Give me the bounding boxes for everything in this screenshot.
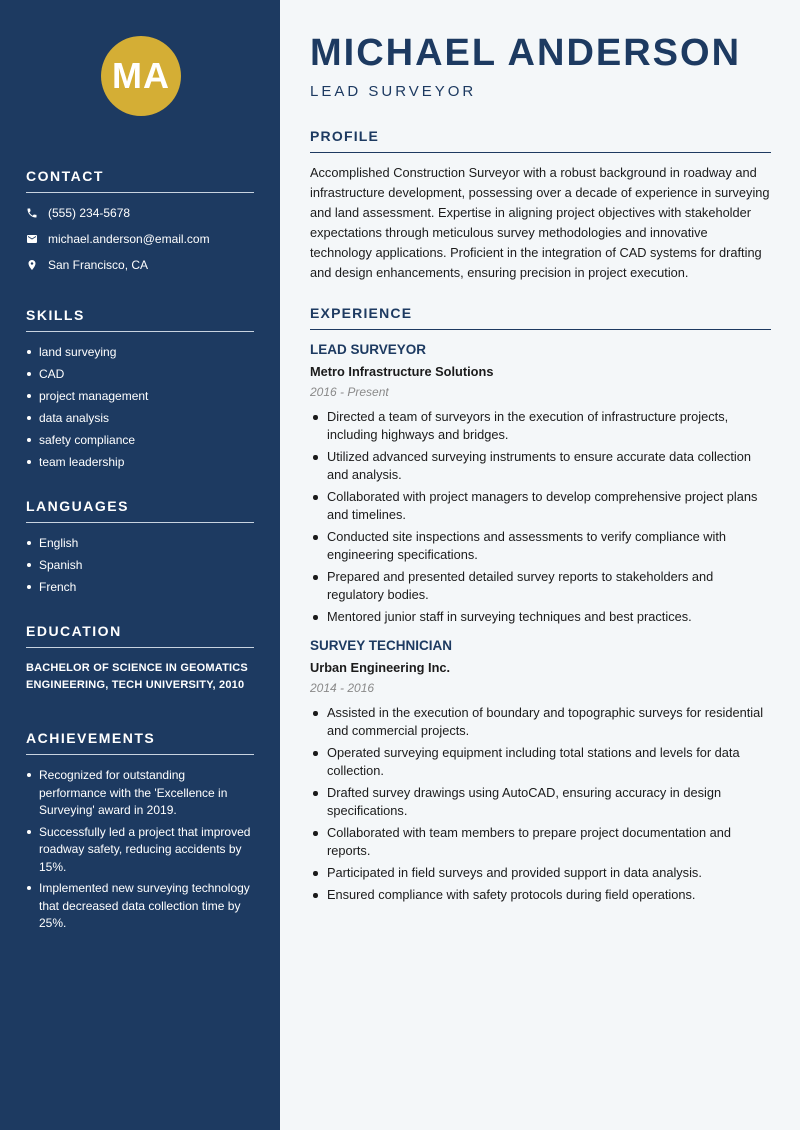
job-bullet: Prepared and presented detailed survey reports to stakeholders and regulatory bodies. [310,568,771,604]
job-entry [310,636,771,904]
job-title: LEAD SURVEYOR [310,342,427,357]
job-dates: 2014 - 2016 [310,681,375,695]
job-company: Metro Infrastructure Solutions [310,364,494,379]
skill-item: team leadership [26,454,254,470]
skill-item: land surveying [26,344,254,360]
job-bullet: Utilized advanced surveying instruments to ensure accurate data collection and analysis. [310,448,771,484]
experience-section [310,305,771,904]
job-bullet: Mentored junior staff in surveying techniques and best practices. [310,608,771,626]
profile-section [310,128,771,283]
main-content [280,0,800,1130]
job-bullets [310,704,771,904]
contact-email [26,231,254,247]
skill-item: CAD [26,366,254,382]
contact-heading: CONTACT [26,168,254,193]
education-section [26,623,254,694]
skills-section [26,307,254,470]
job-entry [310,340,771,626]
achievements-heading: ACHIEVEMENTS [26,730,254,755]
skills-heading: SKILLS [26,307,254,332]
languages-list [26,535,254,595]
job-bullets [310,408,771,626]
education-degree: BACHELOR OF SCIENCE IN GEOMATICS ENGINEERING, TECH UNIVERSITY, 2010 [26,662,248,691]
achievements-list [26,767,254,933]
job-bullet: Assisted in the execution of boundary and topographic surveys for residential and commercial projects. [310,704,771,740]
language-item: Spanish [26,557,254,573]
languages-heading: LANGUAGES [26,498,254,523]
contact-location-text: San Francisco, CA [48,258,149,272]
contact-phone [26,205,254,221]
achievement-item: Implemented new surveying technology that decreased data collection time by 25%. [26,880,254,933]
phone-icon [26,207,38,219]
avatar [101,36,181,116]
skills-list [26,344,254,470]
achievement-item: Recognized for outstanding performance with the 'Excellence in Surveying' award in 2019. [26,767,254,820]
job-bullet: Collaborated with project managers to develop comprehensive project plans and timelines. [310,488,771,524]
job-bullet: Conducted site inspections and assessments to verify compliance with engineering specifications. [310,528,771,564]
profile-summary: Accomplished Construction Surveyor with a robust background in roadway and infrastructure development, possessing over a decade of experience in surveying and land assessment. Expertise in aligning project objectives with stakeholder expectations through meticulous survey methodologies and innovative technology applications. Proficient in the integration of CAD systems for drafting and design enhancements, ensuring precision in project execution. [310,165,770,280]
education-heading: EDUCATION [26,623,254,648]
language-item: French [26,579,254,595]
candidate-name: MICHAEL ANDERSON [310,32,742,74]
experience-heading: EXPERIENCE [310,305,771,330]
job-dates: 2016 - Present [310,385,389,399]
languages-section [26,498,254,595]
contact-section [26,168,254,273]
mail-icon [26,233,38,245]
job-title: SURVEY TECHNICIAN [310,638,453,653]
contact-location [26,257,254,273]
job-company: Urban Engineering Inc. [310,660,451,675]
job-bullet: Collaborated with team members to prepare project documentation and reports. [310,824,771,860]
profile-heading: PROFILE [310,128,771,153]
skill-item: data analysis [26,410,254,426]
contact-email-text[interactable]: michael.anderson@email.com [48,232,210,246]
skill-item: safety compliance [26,432,254,448]
contact-phone-text[interactable]: (555) 234-5678 [48,206,131,220]
skill-item: project management [26,388,254,404]
achievement-item: Successfully led a project that improved roadway safety, reducing accidents by 15%. [26,824,254,877]
candidate-role: LEAD SURVEYOR [310,83,477,100]
sidebar [0,0,280,1130]
avatar-initials: MA [112,55,170,96]
location-pin-icon [26,259,38,271]
job-bullet: Operated surveying equipment including total stations and levels for data collection. [310,744,771,780]
job-bullet: Directed a team of surveyors in the execution of infrastructure projects, including highways and bridges. [310,408,771,444]
job-bullet: Ensured compliance with safety protocols during field operations. [310,886,771,904]
job-bullet: Participated in field surveys and provided support in data analysis. [310,864,771,882]
achievements-section [26,730,254,933]
language-item: English [26,535,254,551]
job-bullet: Drafted survey drawings using AutoCAD, ensuring accuracy in design specifications. [310,784,771,820]
